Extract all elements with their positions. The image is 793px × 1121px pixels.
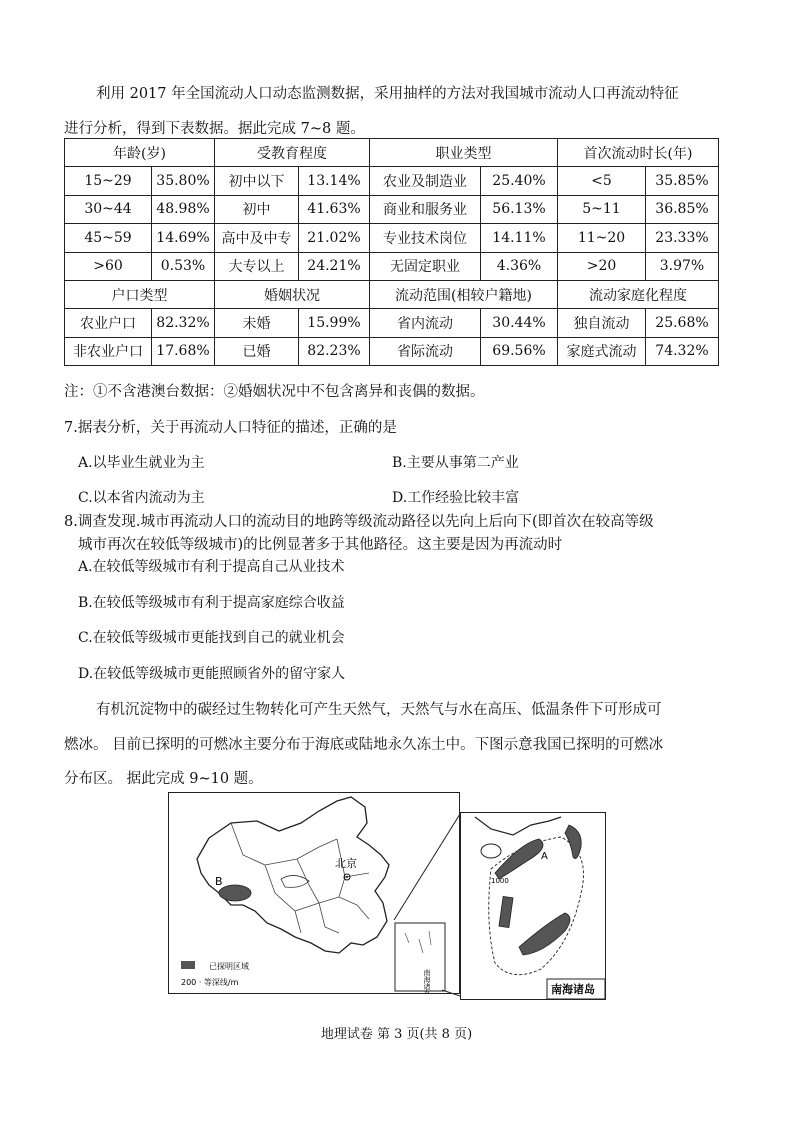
table-cell: 初中 [215,195,299,223]
table-cell: 高中及中专 [215,224,299,252]
intro2-line-1: 有机沉淀物中的碳经过生物转化可产生天然气，天然气与水在高压、低温条件下可形成可 [96,702,662,718]
table-cell: 17.68% [152,337,215,365]
q8-stem-line-2: 城市再次在较低等级城市)的比例显著多于其他路径。这主要是因为再流动时 [78,537,563,553]
south-china-sea-inset [460,812,606,1000]
table-cell: 25.68% [646,309,719,337]
table-cell: >20 [558,252,646,280]
page-footer: 地理试卷 第 3 页(共 8 页) [320,1027,473,1042]
table-cell: 48.98% [152,195,215,223]
table-cell: >60 [65,252,152,280]
table-cell: 25.40% [481,167,558,195]
table-cell: 36.85% [646,195,719,223]
q7-option-d[interactable]: D.工作经验比较丰富 [392,490,520,506]
inset-connectors [390,810,470,1000]
table-cell: 独自流动 [558,309,646,337]
table-cell: 农业及制造业 [370,167,481,195]
table-cell: 农业户口 [65,309,152,337]
table-cell: 15.99% [299,309,370,337]
qaidam-basin [281,875,309,887]
intro-line-2: 进行分析，得到下表数据。据此完成 7~8 题。 [64,121,365,137]
table-row [65,224,719,252]
table-header-cell: 流动家庭化程度 [558,280,719,308]
label-b: B [215,875,223,888]
table-cell: 21.02% [299,224,370,252]
q7-option-a[interactable]: A.以毕业生就业为主 [78,455,205,471]
table-cell: 35.85% [646,167,719,195]
table-cell: 已婚 [215,337,299,365]
table-cell: 省际流动 [370,337,481,365]
migration-table [64,138,719,366]
table-header-cell: 户口类型 [65,280,215,308]
table-cell: 82.32% [152,309,215,337]
q8-option-a[interactable]: A.在较低等级城市有利于提高自己从业技术 [78,559,345,575]
q8-option-c[interactable]: C.在较低等级城市更能找到自己的就业机会 [78,630,345,646]
table-cell: 24.21% [299,252,370,280]
coastline [475,817,561,835]
table-cell: 74.32% [646,337,719,365]
table-header-cell: 受教育程度 [215,139,370,167]
table-cell: 13.14% [299,167,370,195]
hainan-island [481,844,501,858]
table-cell: 省内流动 [370,309,481,337]
table-note: 注：①不含港澳台数据：②婚姻状况中不包含离异和丧偶的数据。 [64,384,485,400]
table-cell: 4.36% [481,252,558,280]
table-row [65,309,719,337]
table-cell: 41.63% [299,195,370,223]
table-cell: <5 [558,167,646,195]
table-cell: 11~20 [558,224,646,252]
contour-label: 1000 [491,877,509,885]
q8-option-b[interactable]: B.在较低等级城市有利于提高家庭综合收益 [78,595,345,611]
inset-title: 南海诸岛 [551,983,595,996]
inset-drawing [461,813,605,999]
table-cell: 非农业户口 [65,337,152,365]
table-header-cell: 首次流动时长(年) [558,139,719,167]
q7-stem: 7.据表分析，关于再流动人口特征的描述，正确的是 [64,420,397,436]
intro2-line-2: 燃冰。 目前已探明的可燃冰主要分布于海底或陆地永久冻土中。下图示意我国已探明的可燃冰 [64,737,664,753]
table-cell: 15~29 [65,167,152,195]
table-cell: 0.53% [152,252,215,280]
explored-region-east [565,825,581,859]
table-row [65,167,719,195]
table-cell: 45~59 [65,224,152,252]
q8-stem-line-1: 8.调查发现.城市再流动人口的流动目的地跨等级流动路径以先向上后向下(即首次在较高等级 [64,514,654,530]
table-cell: 无固定职业 [370,252,481,280]
table-header-cell: 婚姻状况 [215,280,370,308]
explored-region-b [219,885,251,901]
table-header-row [65,280,719,308]
table-cell: 23.33% [646,224,719,252]
table-row [65,252,719,280]
table-header-cell: 年龄(岁) [65,139,215,167]
table-cell: 82.23% [299,337,370,365]
q7-option-c[interactable]: C.以本省内流动为主 [78,490,205,506]
table-cell: 14.11% [481,224,558,252]
intro-line-1: 利用 2017 年全国流动人口动态监测数据，采用抽样的方法对我国城市流动人口再流动特征 [96,86,679,102]
table-row [65,195,719,223]
table-row [65,337,719,365]
q8-option-d[interactable]: D.在较低等级城市更能照顾省外的留守家人 [78,666,346,682]
table-cell: 14.69% [152,224,215,252]
label-a: A [541,851,548,862]
legend-explored-label: 已探明区域 [209,962,249,971]
table-cell: 56.13% [481,195,558,223]
small-inset-label: 南海诸岛 [423,969,431,993]
table-cell: 家庭式流动 [558,337,646,365]
table-cell: 大专以上 [215,252,299,280]
explored-region-south [519,913,570,955]
table-cell: 30~44 [65,195,152,223]
table-cell: 专业技术岗位 [370,224,481,252]
table-header-cell: 流动范围(相较户籍地) [370,280,558,308]
legend-explored-swatch [181,961,195,969]
beijing-label: 北京 [335,857,357,870]
province-lines [231,823,369,933]
table-cell: 初中以下 [215,167,299,195]
explored-region-west [499,896,513,927]
table-cell: 3.97% [646,252,719,280]
table-header-row [65,139,719,167]
intro2-line-3: 分布区。 据此完成 9~10 题。 [64,771,263,787]
table-cell: 30.44% [481,309,558,337]
table-header-cell: 职业类型 [370,139,558,167]
table-cell: 69.56% [481,337,558,365]
table-cell: 5~11 [558,195,646,223]
table-cell: 35.80% [152,167,215,195]
q7-option-b[interactable]: B.主要从事第二产业 [392,455,519,471]
explored-region-a [495,839,543,879]
china-outline [197,797,389,953]
table-cell: 未婚 [215,309,299,337]
table-cell: 商业和服务业 [370,195,481,223]
legend-contour-label: 200 · 等深线/m [181,978,239,987]
